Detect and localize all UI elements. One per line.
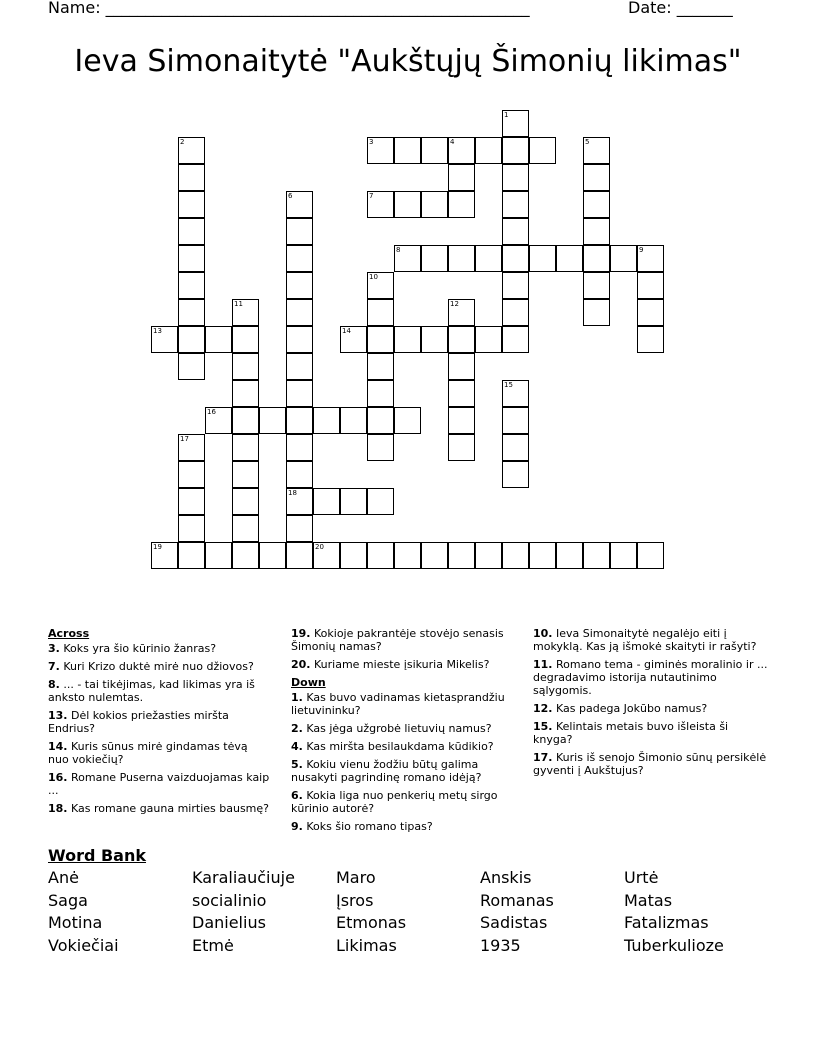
clue-down-1: 1. Kas buvo vadinamas kietasprandžiu lietuvininku? [291, 691, 505, 717]
clue-across-20: 20. Kuriame mieste įsikuria Mikelis? [291, 658, 490, 671]
crossword-cell[interactable] [367, 488, 394, 515]
crossword-cell[interactable] [394, 245, 421, 272]
crossword-cell[interactable] [583, 164, 610, 191]
word-bank-word: Tuberkulioze [624, 936, 724, 955]
crossword-cell[interactable] [421, 191, 448, 218]
crossword-cell[interactable] [502, 218, 529, 245]
word-bank-word: Sadistas [480, 913, 548, 932]
word-bank-word: Maro [336, 868, 376, 887]
clue-down-11: 11. Romano tema - giminės moralinio ir ... degradavimo istorija nutautinimo sąlygomis. [533, 658, 768, 697]
crossword-cell[interactable] [286, 272, 313, 299]
crossword-cell[interactable] [583, 272, 610, 299]
crossword-cell[interactable] [394, 542, 421, 569]
crossword-cell[interactable] [529, 245, 556, 272]
crossword-cell[interactable] [448, 434, 475, 461]
crossword-cell[interactable] [178, 137, 205, 164]
crossword-cell[interactable] [637, 272, 664, 299]
word-bank-word: Anskis [480, 868, 532, 887]
crossword-cell[interactable] [286, 434, 313, 461]
clue-down-9: 9. Koks šio romano tipas? [291, 820, 433, 833]
crossword-cell[interactable] [232, 488, 259, 515]
clue-down-4: 4. Kas miršta besilaukdama kūdikio? [291, 740, 494, 753]
word-bank-title: Word Bank [48, 846, 147, 865]
crossword-cell[interactable] [286, 461, 313, 488]
crossword-cell[interactable] [502, 326, 529, 353]
crossword-cell[interactable] [232, 434, 259, 461]
cell-number: 5 [585, 138, 590, 146]
cell-number: 18 [288, 489, 297, 497]
crossword-cell[interactable] [286, 515, 313, 542]
clue-down-5: 5. Kokiu vienu žodžiu būtų galima nusakyti pagrindinę romano idėją? [291, 758, 482, 784]
crossword-cell[interactable] [394, 137, 421, 164]
crossword-cell[interactable] [448, 137, 475, 164]
crossword-cell[interactable] [502, 245, 529, 272]
word-bank-word: Likimas [336, 936, 397, 955]
crossword-cell[interactable] [340, 407, 367, 434]
clue-across-16: 16. Romane Puserna vaizduojamas kaip ... [48, 771, 270, 797]
crossword-cell[interactable] [367, 272, 394, 299]
crossword-cell[interactable] [367, 353, 394, 380]
clue-down-6: 6. Kokia liga nuo penkerių metų sirgo kūrinio autorė? [291, 789, 498, 815]
clue-down-12: 12. Kas padega Jokūbo namus? [533, 702, 708, 715]
crossword-cell[interactable] [448, 542, 475, 569]
cell-number: 16 [207, 408, 216, 416]
crossword-cell[interactable] [340, 326, 367, 353]
cell-number: 12 [450, 300, 459, 308]
crossword-cell[interactable] [205, 407, 232, 434]
crossword-cell[interactable] [637, 299, 664, 326]
crossword-cell[interactable] [178, 164, 205, 191]
crossword-cell[interactable] [421, 542, 448, 569]
crossword-cell[interactable] [178, 353, 205, 380]
crossword-cell[interactable] [313, 542, 340, 569]
crossword-cell[interactable] [448, 191, 475, 218]
crossword-cell[interactable] [232, 353, 259, 380]
cell-number: 15 [504, 381, 513, 389]
crossword-cell[interactable] [529, 137, 556, 164]
crossword-cell[interactable] [367, 191, 394, 218]
crossword-cell[interactable] [286, 299, 313, 326]
crossword-cell[interactable] [232, 380, 259, 407]
crossword-cell[interactable] [610, 245, 637, 272]
crossword-cell[interactable] [448, 326, 475, 353]
word-bank-word: socialinio [192, 891, 267, 910]
crossword-cell[interactable] [367, 542, 394, 569]
crossword-cell[interactable] [313, 488, 340, 515]
clue-across-18: 18. Kas romane gauna mirties bausmę? [48, 802, 269, 815]
crossword-cell[interactable] [178, 245, 205, 272]
cell-number: 3 [369, 138, 374, 146]
crossword-cell[interactable] [286, 380, 313, 407]
crossword-cell[interactable] [556, 542, 583, 569]
word-bank-word: Romanas [480, 891, 554, 910]
clues-column-3 [533, 627, 768, 782]
cell-number: 8 [396, 246, 401, 254]
clue-across-3: 3. Koks yra šio kūrinio žanras? [48, 642, 217, 655]
crossword-cell[interactable] [502, 272, 529, 299]
cell-number: 6 [288, 192, 293, 200]
clue-across-7: 7. Kuri Krizo duktė mirė nuo džiovos? [48, 660, 254, 673]
crossword-cell[interactable] [232, 407, 259, 434]
crossword-cell[interactable] [286, 488, 313, 515]
crossword-cell[interactable] [502, 137, 529, 164]
crossword-cell[interactable] [637, 542, 664, 569]
crossword-cell[interactable] [448, 299, 475, 326]
word-bank-word: Urtė [624, 868, 659, 887]
word-bank-word: Saga [48, 891, 88, 910]
crossword-cell[interactable] [394, 191, 421, 218]
word-bank-word: Karaliaučiuje [192, 868, 295, 887]
crossword-cell[interactable] [232, 542, 259, 569]
crossword-cell[interactable] [583, 137, 610, 164]
crossword-cell[interactable] [529, 542, 556, 569]
crossword-cell[interactable] [475, 542, 502, 569]
crossword-cell[interactable] [502, 299, 529, 326]
crossword-cell[interactable] [448, 164, 475, 191]
word-bank-word: Įsros [336, 891, 374, 910]
cell-number: 13 [153, 327, 162, 335]
cell-number: 9 [639, 246, 644, 254]
crossword-cell[interactable] [583, 191, 610, 218]
date-field[interactable]: Date: _______ [628, 0, 733, 17]
crossword-cell[interactable] [286, 245, 313, 272]
down-heading: Down [291, 676, 326, 689]
crossword-cell[interactable] [502, 191, 529, 218]
crossword-cell[interactable] [232, 515, 259, 542]
crossword-cell[interactable] [610, 542, 637, 569]
crossword-cell[interactable] [502, 110, 529, 137]
crossword-cell[interactable] [151, 542, 178, 569]
crossword-cell[interactable] [583, 245, 610, 272]
cell-number: 17 [180, 435, 189, 443]
crossword-cell[interactable] [637, 326, 664, 353]
crossword-cell[interactable] [232, 299, 259, 326]
crossword-cell[interactable] [502, 380, 529, 407]
crossword-cell[interactable] [394, 326, 421, 353]
crossword-cell[interactable] [367, 407, 394, 434]
crossword-cell[interactable] [178, 434, 205, 461]
crossword-cell[interactable] [286, 542, 313, 569]
crossword-cell[interactable] [448, 353, 475, 380]
crossword-cell[interactable] [286, 191, 313, 218]
crossword-cell[interactable] [313, 407, 340, 434]
cell-number: 1 [504, 111, 509, 119]
word-bank-word: Fatalizmas [624, 913, 709, 932]
clue-down-10: 10. Ieva Simonaitytė negalėjo eiti į mokyklą. Kas ją išmokė skaityti ir rašyti? [533, 627, 757, 653]
crossword-cell[interactable] [232, 461, 259, 488]
cell-number: 20 [315, 543, 324, 551]
crossword-cell[interactable] [367, 299, 394, 326]
crossword-cell[interactable] [178, 218, 205, 245]
crossword-cell[interactable] [475, 326, 502, 353]
crossword-cell[interactable] [340, 488, 367, 515]
clue-across-13: 13. Dėl kokios priežasties miršta Endrius? [48, 709, 229, 735]
crossword-cell[interactable] [502, 164, 529, 191]
cell-number: 7 [369, 192, 374, 200]
cell-number: 19 [153, 543, 162, 551]
clue-down-2: 2. Kas jėga užgrobė lietuvių namus? [291, 722, 492, 735]
crossword-cell[interactable] [475, 245, 502, 272]
crossword-cell[interactable] [448, 245, 475, 272]
crossword-cell[interactable] [421, 245, 448, 272]
word-bank-word: 1935 [480, 936, 521, 955]
crossword-cell[interactable] [394, 407, 421, 434]
crossword-cell[interactable] [151, 326, 178, 353]
clues-column-2 [291, 627, 523, 838]
crossword-cell[interactable] [232, 326, 259, 353]
crossword-cell[interactable] [475, 137, 502, 164]
crossword-cell[interactable] [583, 542, 610, 569]
crossword-cell[interactable] [178, 461, 205, 488]
crossword-cell[interactable] [286, 218, 313, 245]
word-bank-word: Etmonas [336, 913, 407, 932]
cell-number: 14 [342, 327, 351, 335]
word-bank-word: Anė [48, 868, 79, 887]
crossword-cell[interactable] [178, 326, 205, 353]
cell-number: 10 [369, 273, 378, 281]
crossword-cell[interactable] [205, 326, 232, 353]
crossword-cell[interactable] [259, 542, 286, 569]
word-bank-word: Etmė [192, 936, 234, 955]
crossword-cell[interactable] [178, 272, 205, 299]
crossword-cell[interactable] [637, 245, 664, 272]
crossword-cell[interactable] [286, 353, 313, 380]
clue-down-15: 15. Kelintais metais buvo išleista ši knyga? [533, 720, 729, 746]
clues-column-1 [48, 627, 270, 820]
clue-across-8: 8. ... - tai tikėjimas, kad likimas yra iš anksto nulemtas. [48, 678, 255, 704]
crossword-cell[interactable] [502, 407, 529, 434]
word-bank-word: Vokiečiai [48, 936, 119, 955]
crossword-cell[interactable] [367, 326, 394, 353]
clue-down-17: 17. Kuris iš senojo Šimonio sūnų persikėlė gyventi į Aukštujus? [533, 751, 767, 777]
crossword-cell[interactable] [502, 461, 529, 488]
crossword-cell[interactable] [448, 380, 475, 407]
word-bank-word: Motina [48, 913, 103, 932]
crossword-cell[interactable] [421, 326, 448, 353]
crossword-cell[interactable] [178, 542, 205, 569]
word-bank-word: Matas [624, 891, 673, 910]
crossword-cell[interactable] [367, 380, 394, 407]
crossword-cell[interactable] [178, 488, 205, 515]
crossword-cell[interactable] [502, 434, 529, 461]
crossword-cell[interactable] [583, 218, 610, 245]
name-field[interactable]: Name: _____________________________________________________ [48, 0, 530, 17]
crossword-cell[interactable] [259, 407, 286, 434]
crossword-cell[interactable] [367, 137, 394, 164]
crossword-cell[interactable] [178, 191, 205, 218]
cell-number: 11 [234, 300, 243, 308]
crossword-cell[interactable] [556, 245, 583, 272]
across-heading: Across [48, 627, 90, 640]
crossword-cell[interactable] [178, 299, 205, 326]
clue-across-14: 14. Kuris sūnus mirė gindamas tėvą nuo vokiečių? [48, 740, 248, 766]
crossword-cell[interactable] [367, 434, 394, 461]
crossword-cell[interactable] [583, 299, 610, 326]
crossword-cell[interactable] [205, 542, 232, 569]
crossword-cell[interactable] [502, 542, 529, 569]
crossword-cell[interactable] [286, 326, 313, 353]
page-title: Ieva Simonaitytė "Aukštųjų Šimonių likimas" [74, 44, 742, 79]
cell-number: 2 [180, 138, 185, 146]
crossword-cell[interactable] [421, 137, 448, 164]
crossword-cell[interactable] [178, 515, 205, 542]
cell-number: 4 [450, 138, 455, 146]
crossword-cell[interactable] [286, 407, 313, 434]
crossword-cell[interactable] [448, 407, 475, 434]
word-bank-word: Danielius [192, 913, 266, 932]
clue-across-19: 19. Kokioje pakrantėje stovėjo senasis Šimonių namas? [291, 627, 504, 653]
crossword-cell[interactable] [340, 542, 367, 569]
